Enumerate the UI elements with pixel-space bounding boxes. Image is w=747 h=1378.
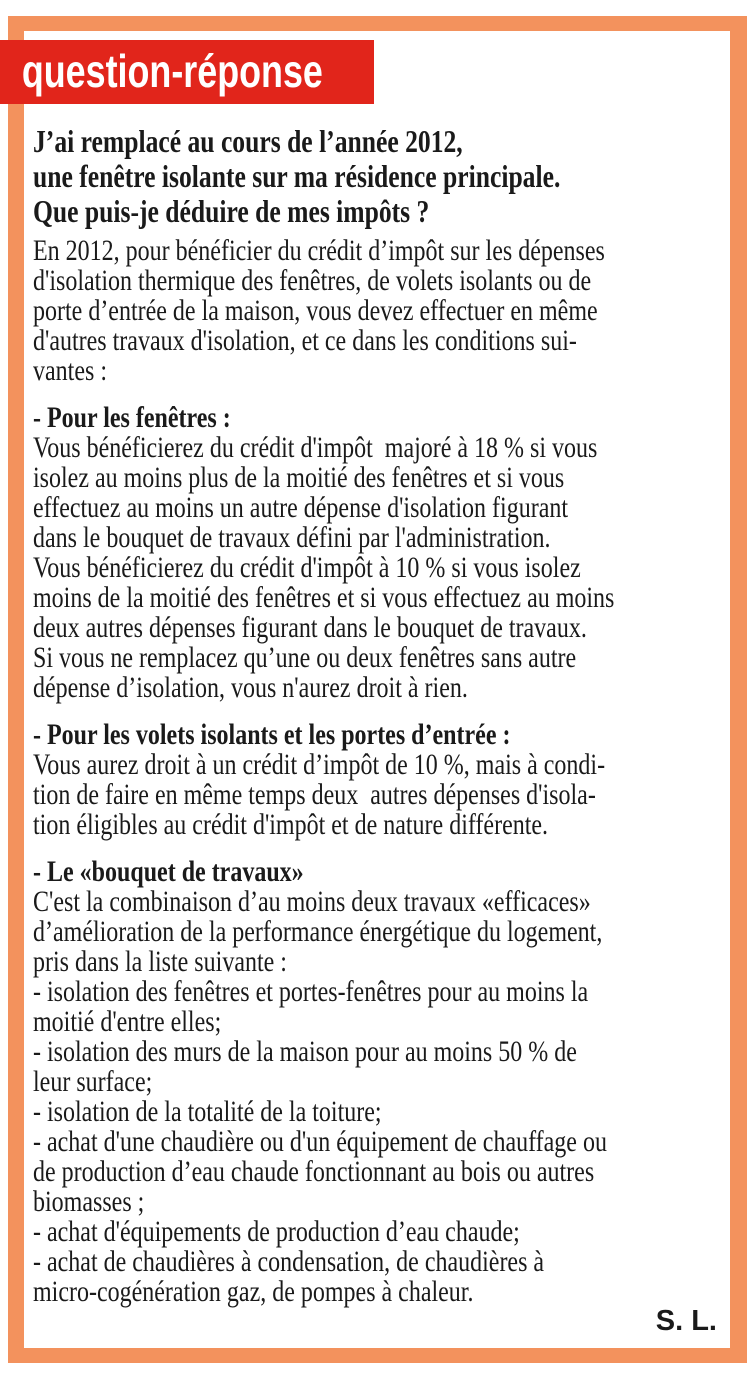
text-line: tion éligibles au crédit d'impôt et de nature différente. [33, 808, 549, 841]
question-title-line: J’ai remplacé au cours de l’année 2012, [33, 123, 463, 159]
author-initials: S. L. [655, 1305, 717, 1337]
body-heading [33, 403, 733, 433]
text-line: dans le bouquet de travaux défini par l'administration. [33, 521, 551, 554]
text-line: de production d’eau chaude fonctionnant au bois ou autres [33, 1155, 595, 1188]
text-line: pris dans la liste suivante : [33, 945, 287, 978]
body-paragraph [33, 887, 733, 1307]
body-paragraph [33, 750, 733, 840]
text-line: Si vous ne remplacez qu’une ou deux fenêtres sans autre [33, 641, 577, 674]
text-line: - isolation des murs de la maison pour au moins 50 % de [33, 1035, 577, 1068]
text-line: - isolation des fenêtres et portes-fenêtres pour au moins la [33, 975, 589, 1008]
text-line: d’amélioration de la performance énergétique du logement, [33, 915, 603, 948]
text-line: effectuez au moins un autre dépense d'isolation figurant [33, 491, 569, 524]
text-line: d'autres travaux d'isolation, et ce dans les conditions sui- [33, 324, 577, 357]
text-line: - achat d'une chaudière ou d'un équipement de chauffage ou [33, 1125, 607, 1158]
text-line: deux autres dépenses figurant dans le bouquet de travaux. [33, 611, 587, 644]
text-line: Vous bénéficierez du crédit d'impôt à 10 % si vous isolez [33, 551, 581, 584]
text-line: leur surface; [33, 1065, 153, 1098]
text-line: - achat de chaudières à condensation, de chaudières à [33, 1245, 545, 1278]
text-line: vantes : [33, 354, 107, 387]
text-line: moins de la moitié des fenêtres et si vous effectuez au moins [33, 581, 615, 614]
text-line: C'est la combinaison d’au moins deux travaux «efficaces» [33, 885, 591, 918]
text-line: biomasses ; [33, 1185, 145, 1218]
body-heading [33, 720, 733, 750]
text-line: - isolation de la totalité de la toiture; [33, 1095, 382, 1128]
answer-body [33, 236, 733, 1307]
question-title [33, 124, 692, 229]
text-line: d'isolation thermique des fenêtres, de volets isolants ou de [33, 264, 592, 297]
section-badge-label: question-réponse [21, 45, 323, 97]
text-line: dépense d’isolation, vous n'aurez droit à rien. [33, 671, 468, 704]
text-line: - Le «bouquet de travaux» [33, 855, 304, 888]
text-line: isolez au moins plus de la moitié des fenêtres et si vous [33, 461, 565, 494]
text-line: Vous bénéficierez du crédit d'impôt majoré à 18 % si vous [33, 431, 598, 464]
body-heading [33, 857, 733, 887]
text-line: porte d’entrée de la maison, vous devez effectuer en même [33, 294, 598, 327]
text-line: - Pour les volets isolants et les portes d’entrée : [33, 718, 511, 751]
question-title-line: Que puis-je déduire de mes impôts ? [33, 193, 430, 229]
text-line: - achat d'équipements de production d’eau chaude; [33, 1215, 520, 1248]
body-paragraph [33, 236, 733, 386]
text-line: Vous aurez droit à un crédit d’impôt de 10 %, mais à condi- [33, 748, 606, 781]
text-line: tion de faire en même temps deux autres dépenses d'isola- [33, 778, 596, 811]
text-line: moitié d'entre elles; [33, 1005, 222, 1038]
question-title-line: une fenêtre isolante sur ma résidence principale. [33, 158, 561, 194]
section-badge [0, 40, 374, 104]
text-line: micro-cogénération gaz, de pompes à chaleur. [33, 1275, 474, 1308]
text-line: En 2012, pour bénéficier du crédit d’impôt sur les dépenses [33, 234, 605, 267]
body-paragraph [33, 433, 733, 703]
text-line: - Pour les fenêtres : [33, 401, 231, 434]
